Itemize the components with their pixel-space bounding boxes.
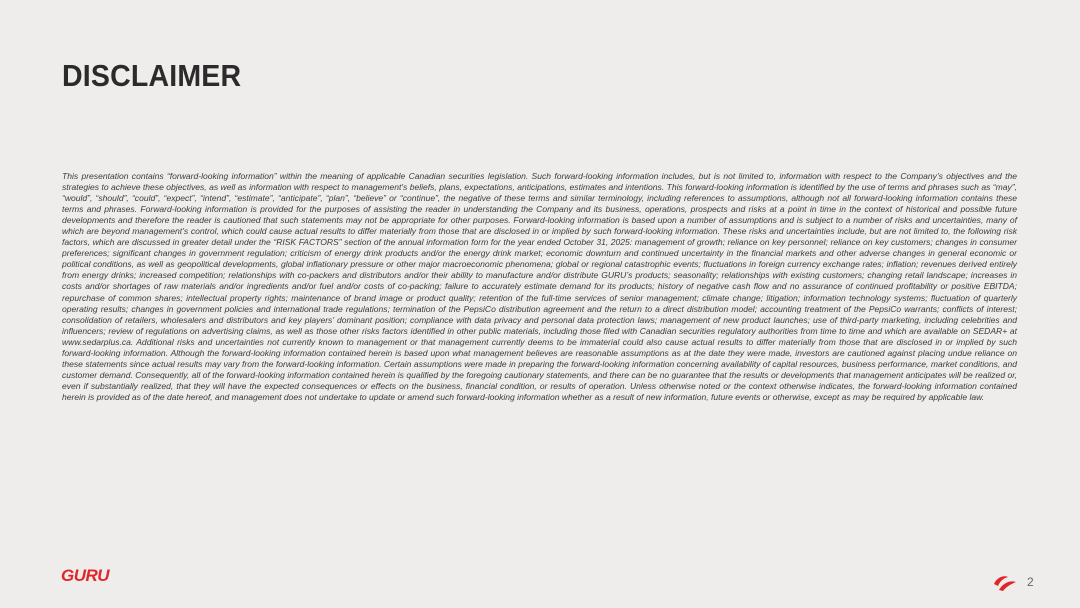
guru-leaf-mark-icon	[993, 574, 1017, 592]
guru-logo: GURU	[61, 566, 110, 585]
slide-title: DISCLAIMER	[62, 58, 242, 93]
disclaimer-text: This presentation contains “forward-looking information” within the meaning of applicable Canadian securities legislation. Such forward-looking information includes, but is not limited to, information with respect to the Company’s objectives and the strategies to achieve these objectives, as well as information with respect to management's beliefs, plans, expectations, anticipations, estimates and intentions. This forward-looking information is identified by the use of terms and phrases such as “may”, “would”, “should”, “could”, “expect”, “intend”, “estimate”, “anticipate”, “plan”, “believe” or “continue”, the negative of these terms and similar terminology, including references to assumptions, although not all forward-looking information contains these terms and phrases. Forward-looking information is provided for the purposes of assisting the reader in understanding the Company and its business, operations, prospects and risks at a point in time in the context of historical and possible future developments and therefore the reader is cautioned that such statements may not be appropriate for other purposes. Forward-looking information is based upon a number of assumptions and is subject to a number of risks and uncertainties, many of which are beyond management’s control, which could cause actual results to differ materially from those that are disclosed in or implied by such forward-looking information. These risks and uncertainties include, but are not limited to, the following risk factors, which are discussed in greater detail under the “RISK FACTORS” section of the annual information form for the year ended October 31, 2025: management of growth; reliance on key personnel; reliance on key customers; changes in consumer preferences; significant changes in government regulation; criticism of energy drink products and/or the energy drink market; economic downturn and continued uncertainty in the financial markets and other adverse changes in general economic or political conditions, as well as geopolitical developments, global inflationary pressure or other major macroeconomic phenomena; global or regional catastrophic events; fluctuations in foreign currency exchange rates; inflation; revenues derived entirely from energy drinks; increased competition; relationships with co-packers and distributors and/or their ability to manufacture and/or distribute GURU’s products; seasonality; relationships with existing customers; changing retail landscape; increases in costs and/or shortages of raw materials and/or ingredients and/or fuel and/or costs of co-packing; failure to accurately estimate demand for its products; history of negative cash flow and no assurance of continued profitability or positive EBITDA; repurchase of common shares; intellectual property rights; maintenance of brand image or product quality; retention of the full-time services of senior management; climate change; litigation; information technology systems; fluctuation of quarterly operating results; changes in government policies and international trade regulations; termination of the PepsiCo distribution agreement and the return to a direct distribution model; accounting treatment of the PepsiCo warrants; conflicts of interest; consolidation of retailers, wholesalers and distributors and key players' dominant position; compliance with data privacy and personal data protection laws; management of new product launches; use of third-party marketing, including celebrities and influencers; review of regulations on advertising claims, as well as those other risks factors identified in other public materials, including those filed with Canadian securities regulatory authorities from time to time and which are available on SEDAR+ at www.sedarplus.ca. Additional risks and uncertainties not currently known to management or that management currently deems to be immaterial could also cause actual results to differ materially from those that are disclosed in or implied by such forward-looking information. Although the forward-looking information contained herein is based upon what management believes are reasonable assumptions as at the date they were made, investors are cautioned against placing undue reliance on these statements since actual results may vary from the forward-looking information. Certain assumptions were made in preparing the forward-looking information concerning availability of capital resources, business performance, market conditions, and customer demand. Consequently, all of the forward-looking information contained herein is qualified by the foregoing cautionary statements, and there can be no guarantee that the results or developments that management anticipates will be realized or, even if substantially realized, that they will have the expected consequences or effects on the business, financial condition, or results of operation. Unless otherwise noted or the context otherwise indicates, the forward-looking information contained herein is provided as of the date hereof, and management does not undertake to update or amend such forward-looking information whether as a result of new information, future events or otherwise, except as may be required by applicable law.	[62, 171, 1017, 402]
page-number: 2	[1027, 575, 1034, 589]
